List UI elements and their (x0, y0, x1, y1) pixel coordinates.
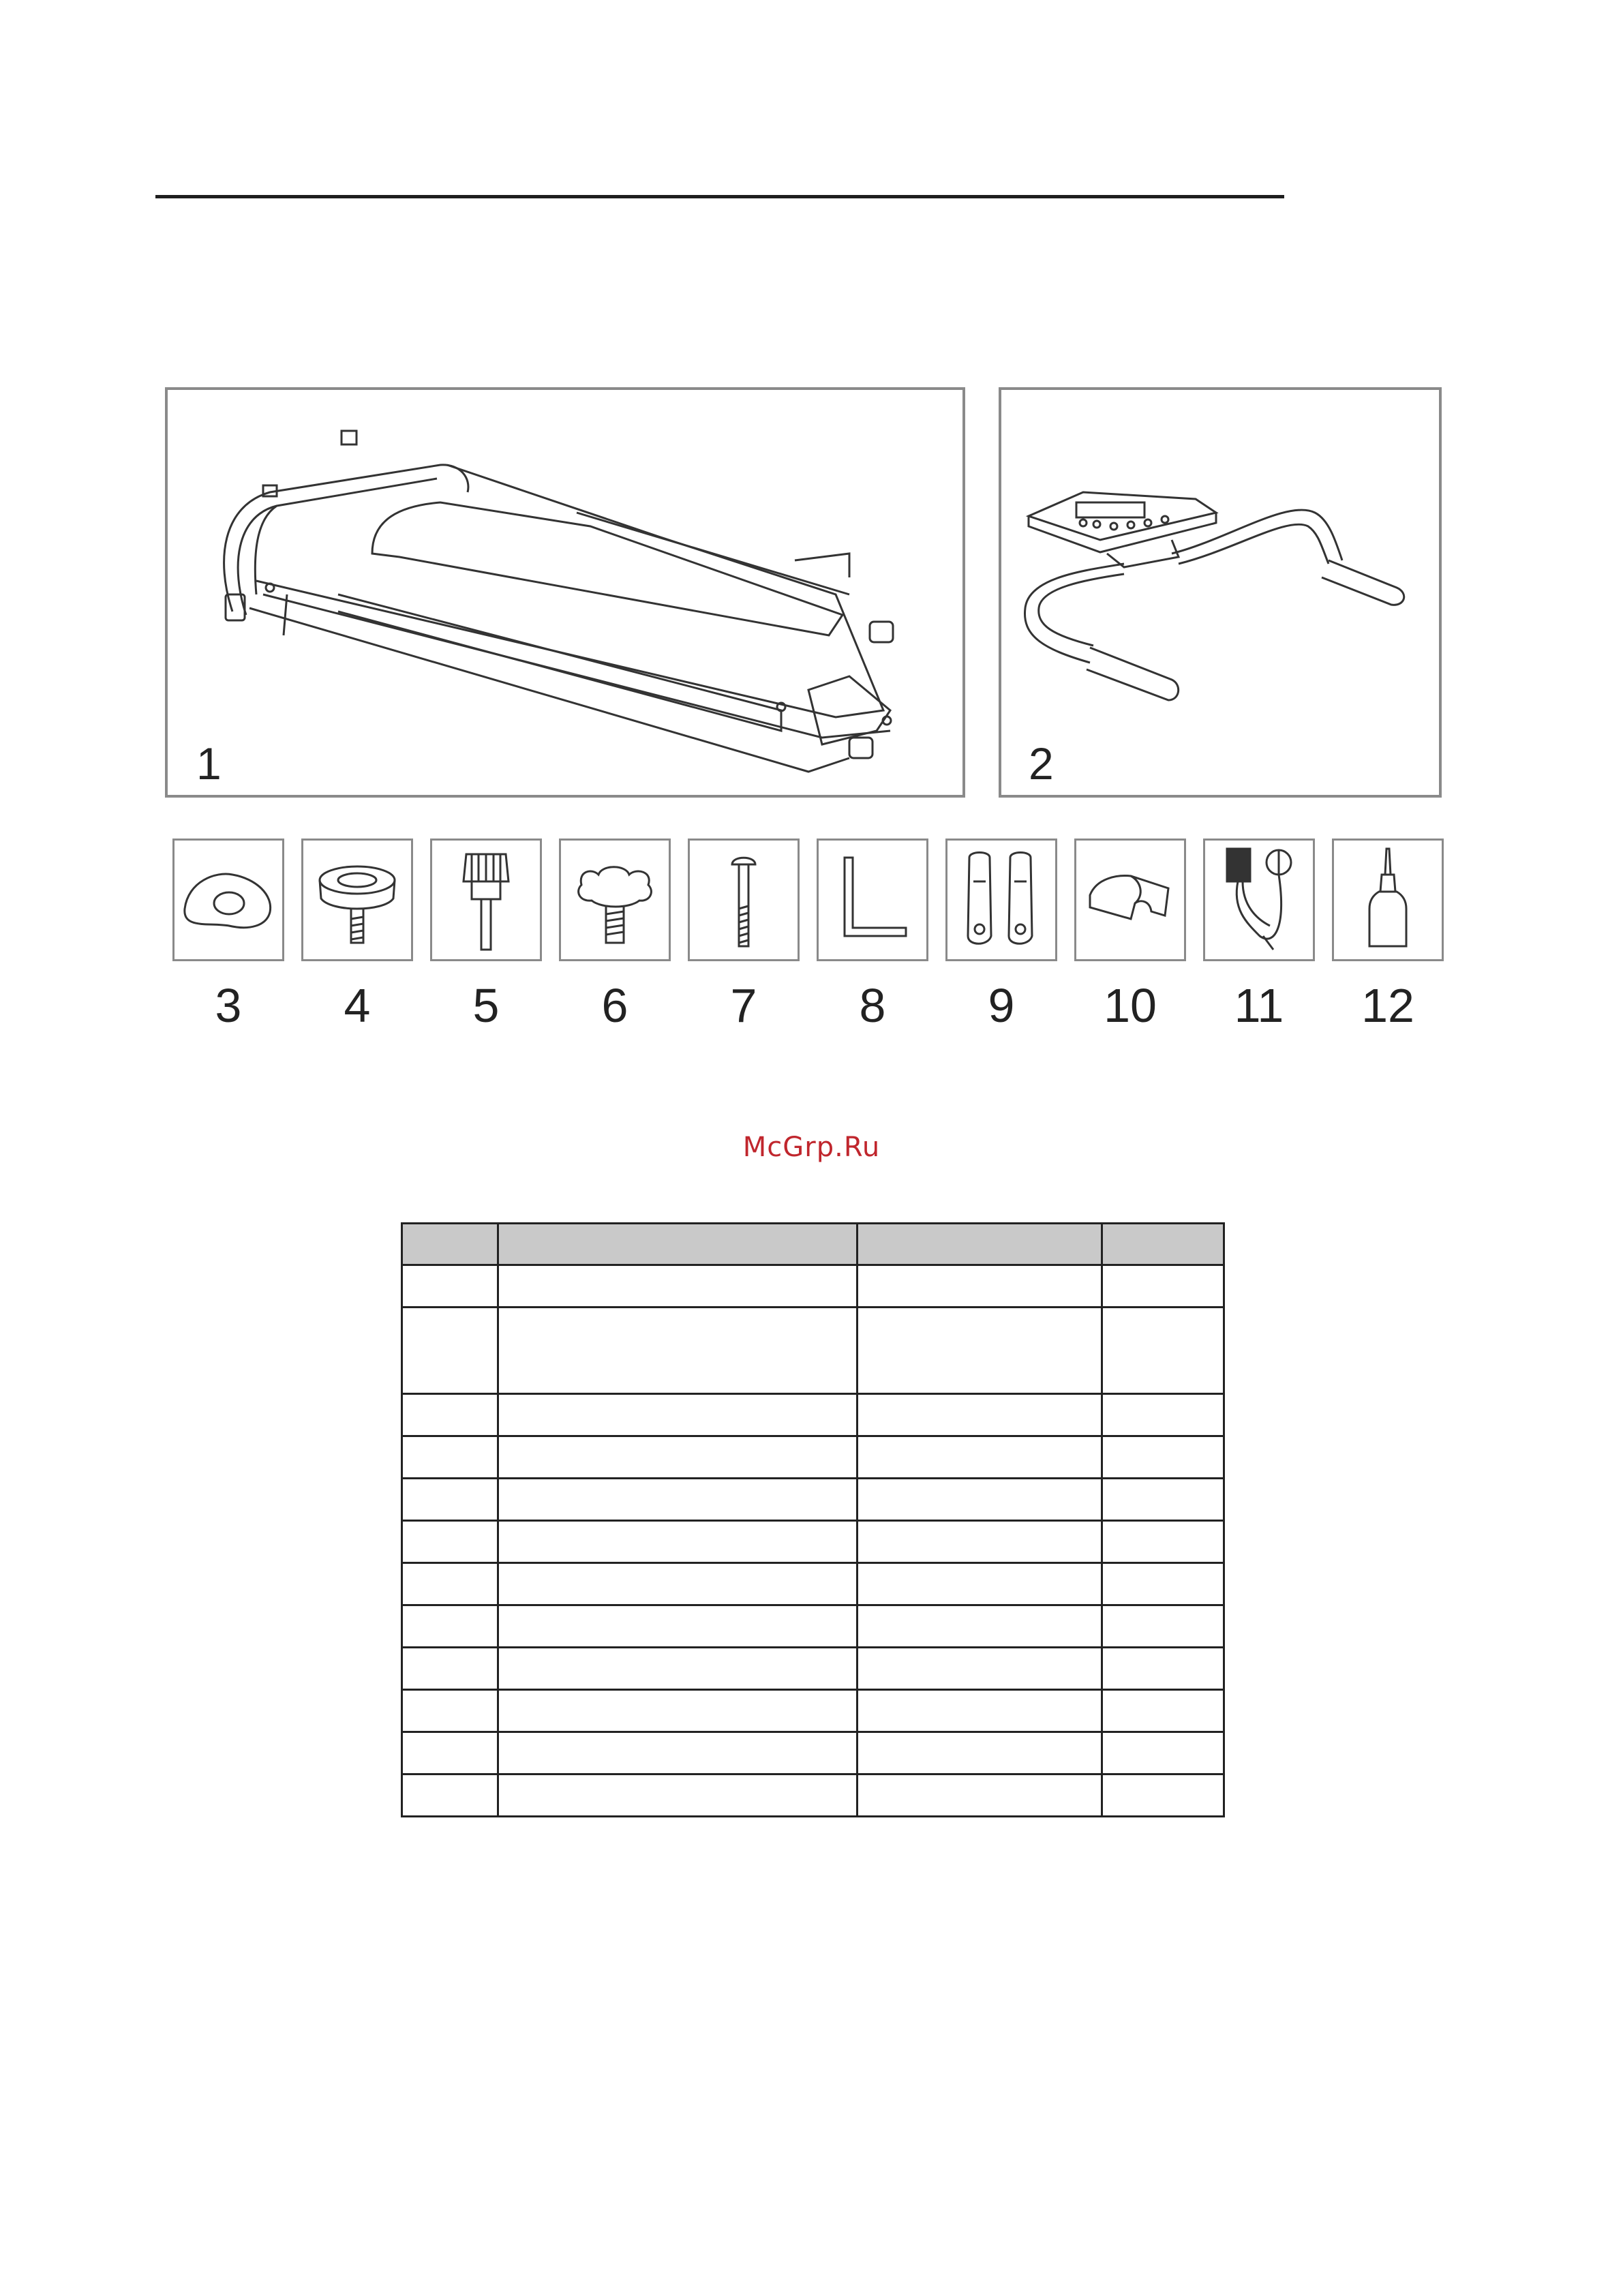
part-box-3 (172, 839, 284, 961)
table-cell (1102, 1563, 1224, 1605)
knurled-bolt-icon (432, 841, 540, 959)
table-header-cell (1102, 1224, 1224, 1265)
part-number: 10 (1104, 979, 1157, 1032)
table-cell (402, 1521, 498, 1563)
part-box-4 (301, 839, 413, 961)
table-row (402, 1479, 1224, 1521)
cover-cap-icon (1076, 841, 1184, 959)
table-cell (858, 1265, 1102, 1308)
table-cell (1102, 1394, 1224, 1436)
table-cell (498, 1690, 858, 1732)
part-number: 12 (1361, 979, 1414, 1032)
part-box-12 (1332, 839, 1444, 961)
table-cell (402, 1774, 498, 1817)
table-cell (1102, 1732, 1224, 1774)
table-cell (1102, 1774, 1224, 1817)
watermark: McGrp.Ru (742, 1132, 881, 1163)
table-cell (498, 1436, 858, 1479)
treadmill-deck-icon (168, 390, 962, 795)
part-number: 9 (988, 979, 1015, 1032)
console-handlebar-icon (1001, 390, 1439, 795)
table-row (402, 1265, 1224, 1308)
table-header-cell (858, 1224, 1102, 1265)
table-cell (498, 1479, 858, 1521)
table-cell (1102, 1436, 1224, 1479)
table-row (402, 1774, 1224, 1817)
table-cell (858, 1479, 1102, 1521)
part-number: 7 (730, 979, 757, 1032)
table-cell (858, 1394, 1102, 1436)
allen-key-icon (819, 841, 926, 959)
part-box-9 (945, 839, 1057, 961)
part-number: 6 (601, 979, 628, 1032)
panel-number: 2 (1029, 738, 1054, 789)
part-box-5 (430, 839, 542, 961)
table-cell (858, 1308, 1102, 1394)
panel-console (999, 387, 1442, 798)
table-row (402, 1690, 1224, 1732)
table-cell (858, 1521, 1102, 1563)
table-row (402, 1605, 1224, 1648)
table-cell (1102, 1479, 1224, 1521)
table-cell (402, 1479, 498, 1521)
table-cell (402, 1648, 498, 1690)
table-cell (402, 1308, 498, 1394)
table-row (402, 1308, 1224, 1394)
oval-cushion-icon (175, 841, 282, 959)
table-cell (858, 1605, 1102, 1648)
table-cell (858, 1690, 1102, 1732)
table-header-cell (402, 1224, 498, 1265)
table-cell (1102, 1605, 1224, 1648)
table-row (402, 1394, 1224, 1436)
parts-table (401, 1222, 1225, 1817)
table-row (402, 1563, 1224, 1605)
table-cell (402, 1563, 498, 1605)
table-cell (858, 1774, 1102, 1817)
upright-pair-icon (947, 841, 1055, 959)
part-number: 8 (859, 979, 886, 1032)
table-cell (402, 1605, 498, 1648)
table-cell (1102, 1690, 1224, 1732)
table-cell (858, 1648, 1102, 1690)
table-cell (858, 1732, 1102, 1774)
table-cell (498, 1605, 858, 1648)
table-cell (402, 1690, 498, 1732)
table-cell (858, 1563, 1102, 1605)
table-row (402, 1436, 1224, 1479)
table-header-cell (498, 1224, 858, 1265)
table-cell (858, 1436, 1102, 1479)
part-box-8 (817, 839, 928, 961)
safety-key-icon (1205, 841, 1313, 959)
panel-number: 1 (196, 738, 222, 789)
table-header-row (402, 1224, 1224, 1265)
table-cell (402, 1436, 498, 1479)
part-box-7 (688, 839, 800, 961)
part-box-6 (559, 839, 671, 961)
table-row (402, 1648, 1224, 1690)
part-box-11 (1203, 839, 1315, 961)
table-cell (1102, 1308, 1224, 1394)
table-cell (1102, 1521, 1224, 1563)
table-cell (498, 1308, 858, 1394)
table-cell (498, 1394, 858, 1436)
table-cell (498, 1774, 858, 1817)
top-rule (155, 195, 1284, 198)
panel-treadmill (165, 387, 965, 798)
table-cell (498, 1265, 858, 1308)
lubricant-bottle-icon (1334, 841, 1442, 959)
table-cell (402, 1732, 498, 1774)
table-cell (402, 1265, 498, 1308)
table-cell (498, 1521, 858, 1563)
table-cell (498, 1648, 858, 1690)
part-number: 5 (472, 979, 500, 1032)
table-row (402, 1521, 1224, 1563)
table-row (402, 1732, 1224, 1774)
part-number: 4 (344, 979, 371, 1032)
part-box-10 (1074, 839, 1186, 961)
table-cell (402, 1394, 498, 1436)
star-knob-icon (561, 841, 669, 959)
table-cell (1102, 1648, 1224, 1690)
table-cell (498, 1732, 858, 1774)
round-knob-icon (303, 841, 411, 959)
part-number: 11 (1234, 979, 1284, 1032)
part-number: 3 (215, 979, 242, 1032)
long-bolt-icon (690, 841, 798, 959)
table-cell (1102, 1265, 1224, 1308)
table-cell (498, 1563, 858, 1605)
